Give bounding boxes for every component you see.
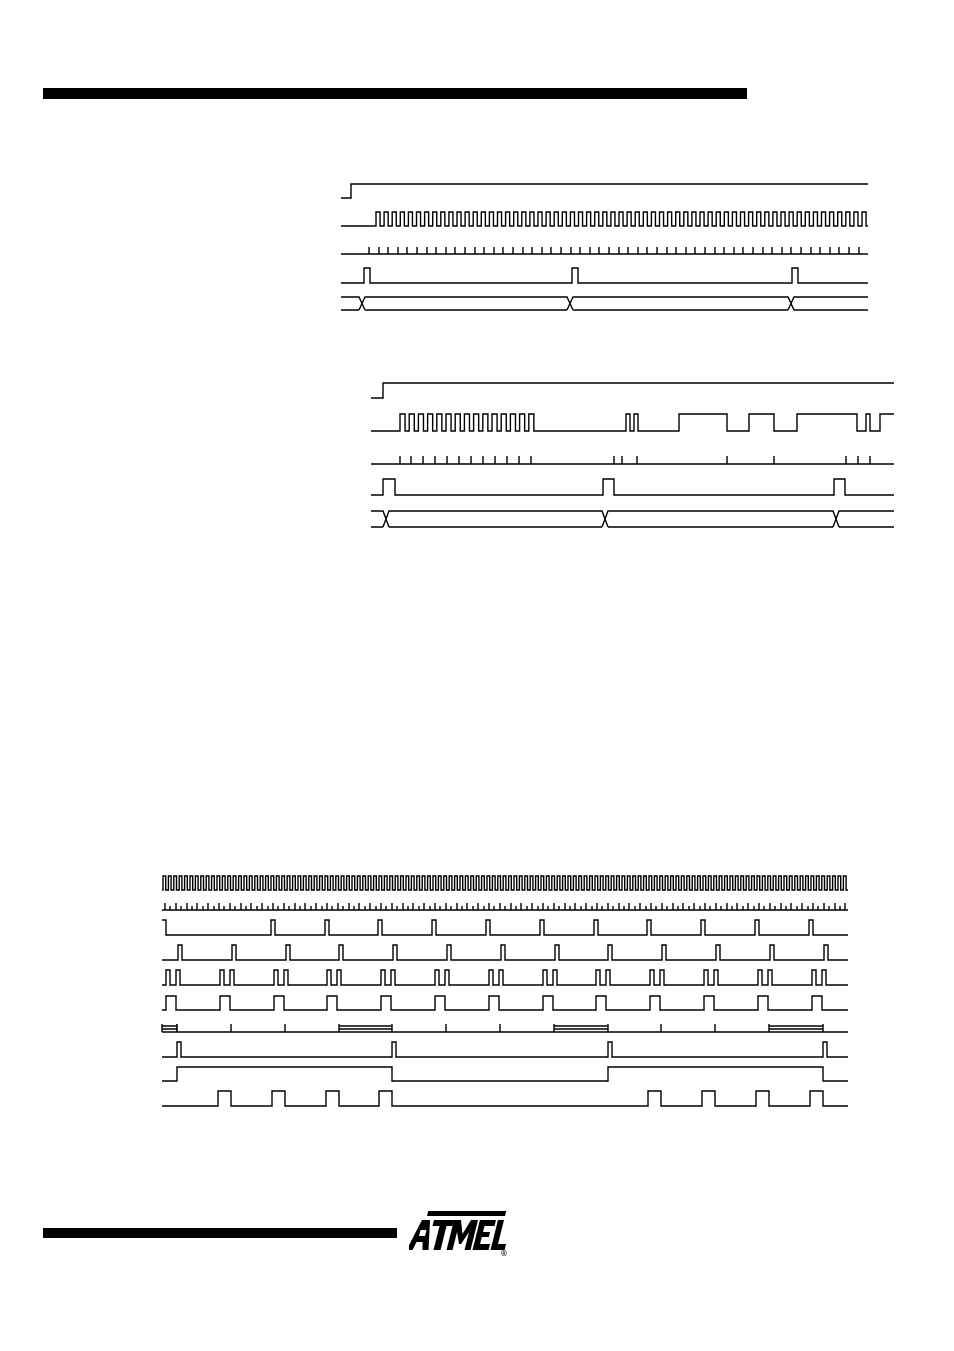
d3-strobe-c [162, 996, 848, 1010]
registered-mark: ® [500, 1249, 508, 1258]
d1-fast-clock [341, 212, 868, 226]
timing-diagram-1 [341, 184, 868, 310]
d2-high-step [371, 383, 894, 398]
d3-frame-level [162, 1067, 848, 1081]
d3-gated-strobe [162, 1091, 848, 1106]
d2-frame-pulse [371, 479, 894, 495]
d1-frame-pulse [341, 268, 868, 283]
footer-rule [43, 1228, 397, 1238]
d2-data-bus-upper [371, 511, 894, 527]
d2-gated-clock [371, 414, 894, 431]
d2-sample-ticks-marks [400, 456, 870, 464]
d3-frame-pulse [162, 1042, 848, 1057]
d1-high-step [341, 184, 868, 198]
d1-sample-ticks-marks [369, 247, 859, 254]
timing-diagram-2 [371, 383, 894, 527]
d3-strobe-pair [162, 970, 848, 985]
timing-diagram-3 [162, 876, 848, 1106]
d3-marker-bus-segments [162, 1024, 823, 1032]
d3-bit-ticks-marks [165, 903, 845, 910]
atmel-logo [409, 1208, 509, 1258]
d3-master-clock [162, 876, 848, 890]
d3-strobe-b [162, 945, 848, 960]
d3-marker-bus-marks [177, 1024, 715, 1032]
d3-strobe-a [162, 920, 848, 935]
d1-data-bus-upper [341, 297, 868, 310]
atmel-logo-mark [409, 1208, 509, 1258]
